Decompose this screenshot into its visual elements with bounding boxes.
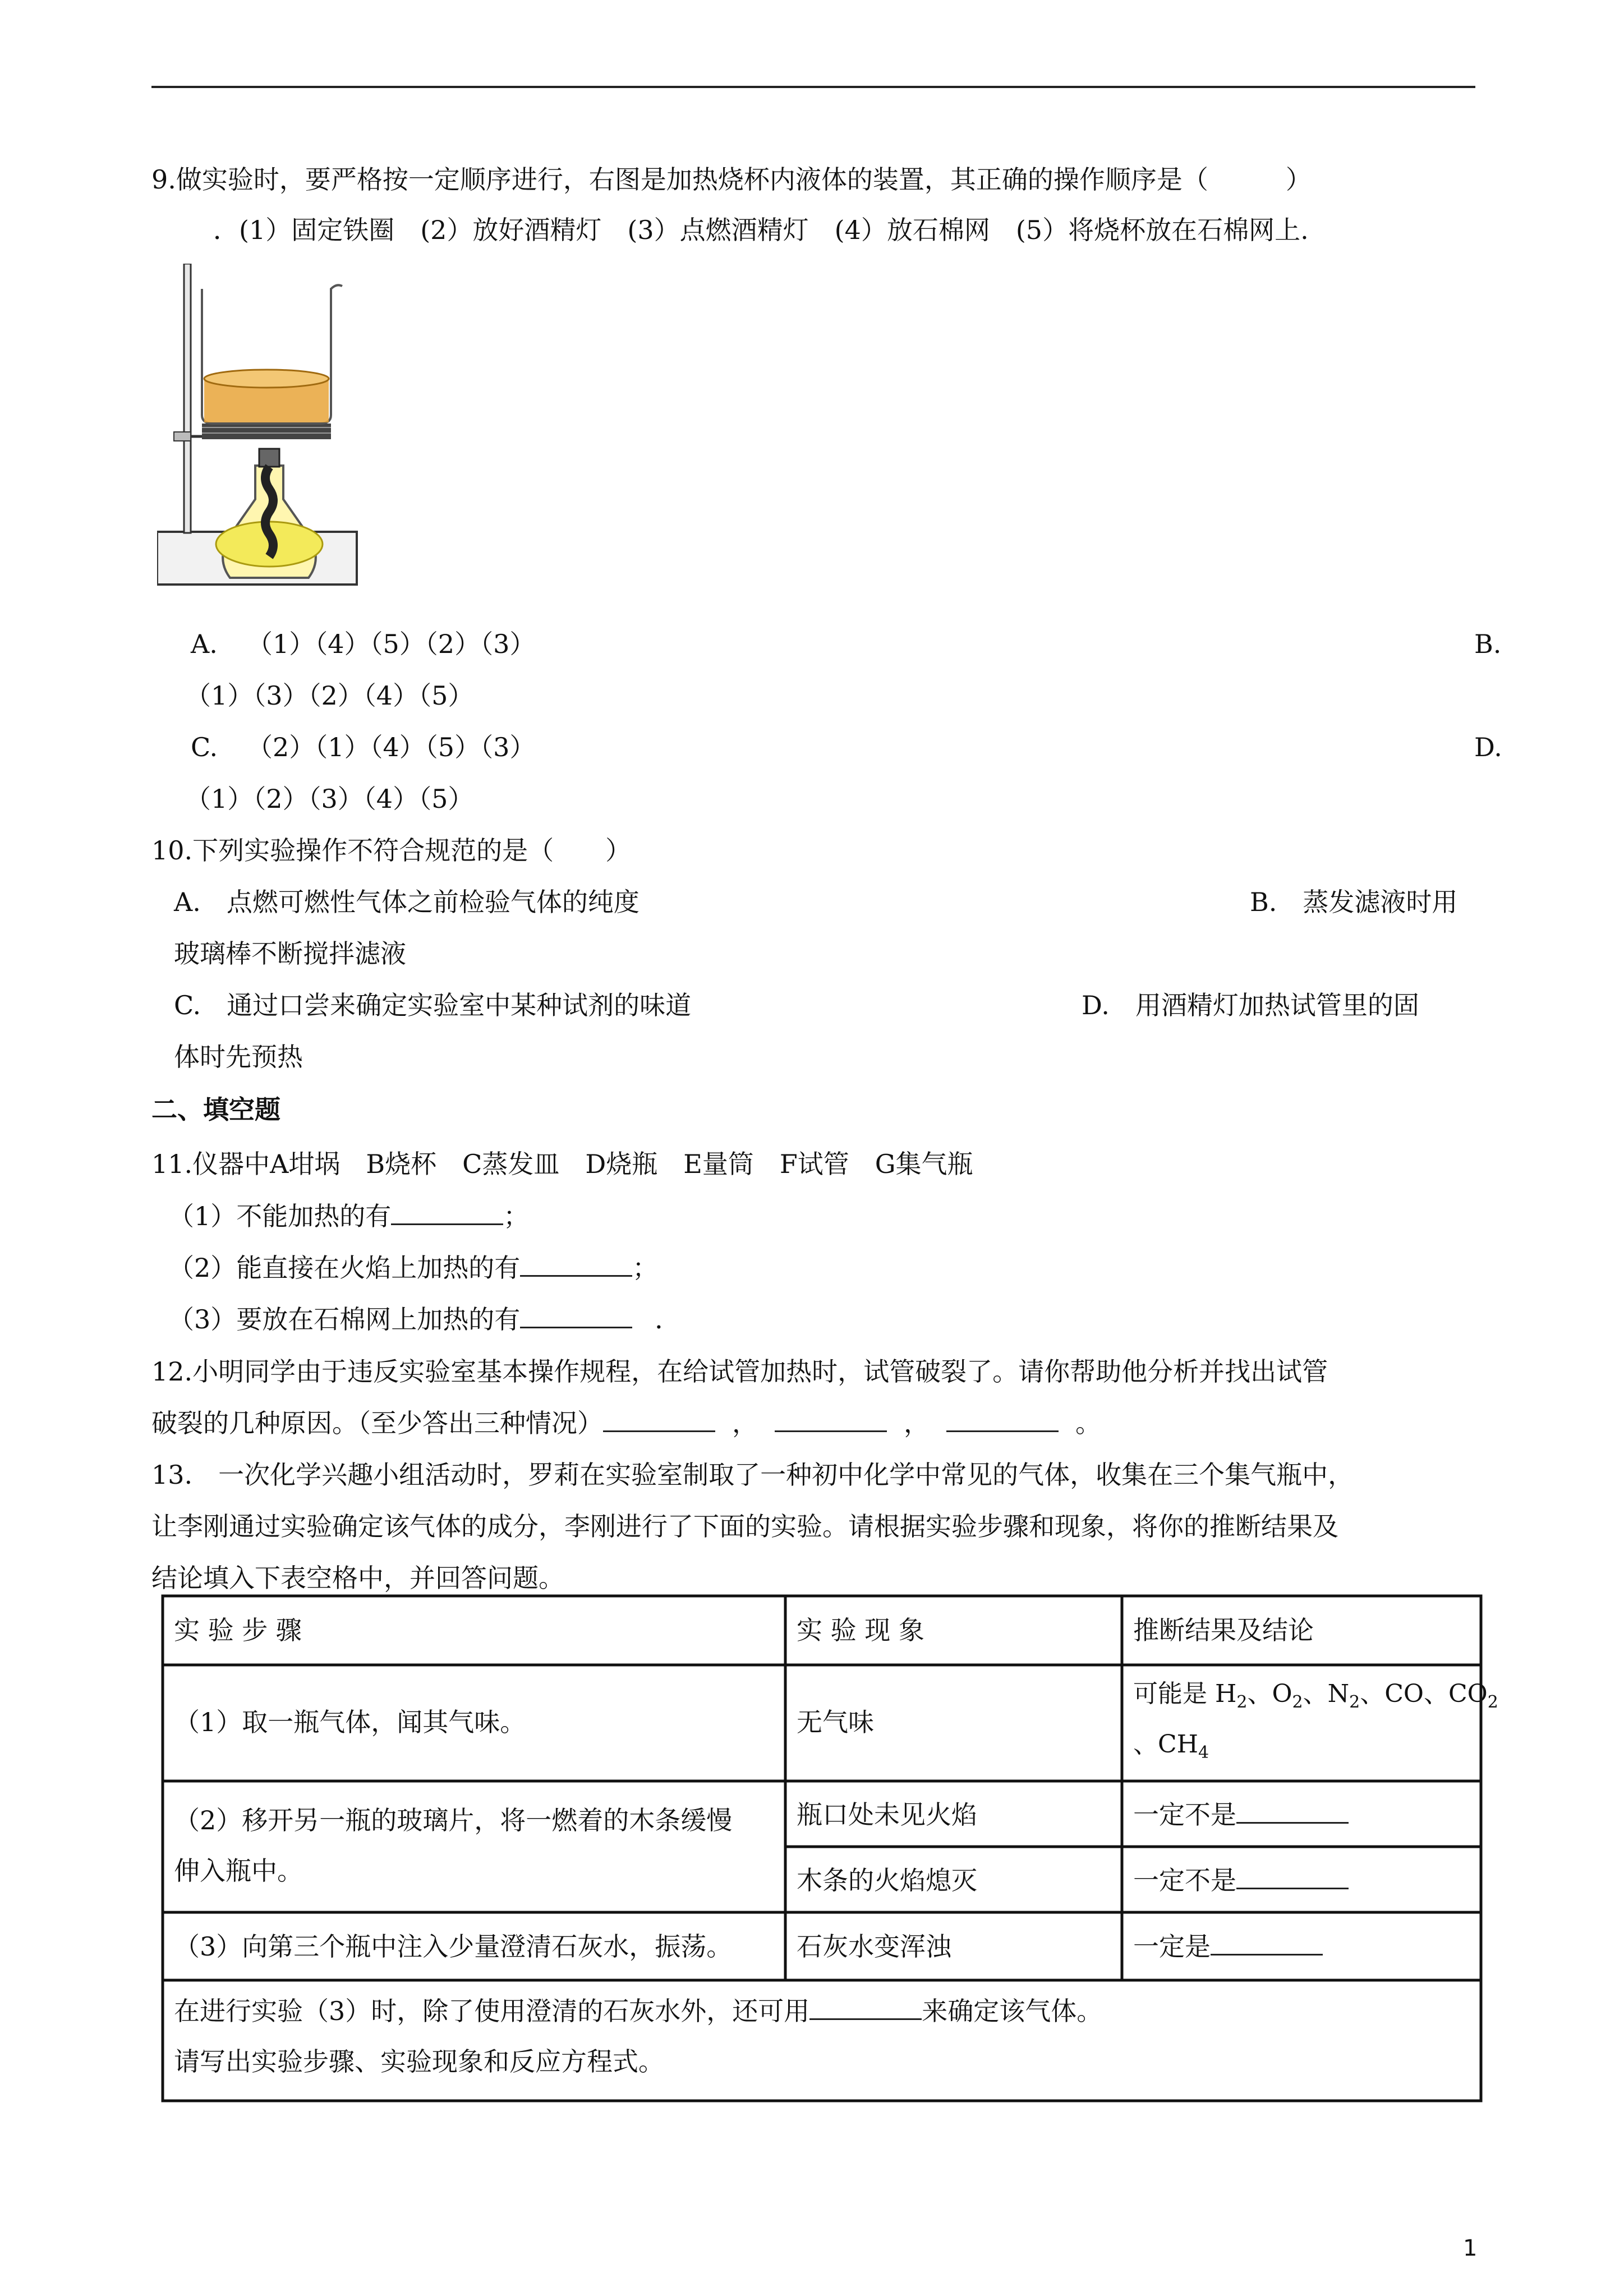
table-header-phenomenon: 实 验 现 象: [797, 1615, 924, 1645]
q9-option-d-label: D.: [1474, 732, 1502, 762]
table-footer-line1: [174, 1994, 1102, 2028]
q11-sub3-end: ．: [655, 1304, 681, 1335]
row1-conc-part: 、CO、CO: [1360, 1680, 1488, 1708]
row3-phenomenon: 石灰水变浑浊: [797, 1931, 951, 1962]
row1-conc-part: 、CH: [1133, 1730, 1199, 1759]
q12-sep2: ，: [904, 1408, 930, 1438]
row3-step: （3）向第三个瓶中注入少量澄清石灰水，振荡。: [174, 1931, 733, 1962]
q13-line2: 让李刚通过实验确定该气体的成分，李刚进行了下面的实验。请根据实验步骤和现象，将你的推断结果及: [151, 1511, 1338, 1542]
q12-end: 。: [1075, 1408, 1101, 1438]
q9-stem-line2: ．(1）固定铁圈 (2）放好酒精灯 (3）点燃酒精灯 (4）放石棉网 (5）将烧杯放在石棉网上.: [213, 215, 1309, 245]
row1-step: （1）取一瓶气体，闻其气味。: [174, 1707, 526, 1737]
row2-step-line2: 伸入瓶中。: [174, 1856, 303, 1886]
q11-stem: 11.仪器中A坩埚 B烧杯 C蒸发皿 D烧瓶 E量筒 F试管 G集气瓶: [151, 1149, 973, 1179]
q9-option-a-text: （1）（4）（5）（2）（3）: [247, 629, 536, 659]
q10-option-d: D. 用酒精灯加热试管里的固: [1082, 990, 1419, 1020]
q10-option-a: A. 点燃可燃性气体之前检验气体的纯度: [174, 887, 640, 917]
table-footer-line2: 请写出实验步骤、实验现象和反应方程式。: [174, 2046, 664, 2077]
q10-option-b-cont: 玻璃棒不断搅拌滤液: [174, 938, 406, 969]
q9-option-d-text: （1）（2）（3）（4）（5）: [185, 784, 474, 814]
q10-option-b: B. 蒸发滤液时用: [1250, 887, 1458, 917]
answer-blank[interactable]: [1211, 1931, 1323, 1955]
q13-line3: 结论填入下表空格中，并回答问题。: [151, 1563, 564, 1593]
row1-conc-part: 、O: [1247, 1680, 1292, 1708]
q11-sub2-end: ；: [632, 1253, 659, 1283]
row1-conc-part: 可能是 H: [1133, 1680, 1237, 1708]
page-number: 1: [1463, 2235, 1478, 2261]
table-header-step: 实 验 步 骤: [174, 1615, 302, 1645]
row2-conclusion-a: [1133, 1798, 1349, 1832]
row1-conc-sub: 4: [1198, 1742, 1209, 1763]
answer-blank[interactable]: [1236, 1800, 1349, 1824]
q9-option-b-text: （1）（3）（2）（4）（5）: [185, 680, 474, 711]
q11-sub3-text: （3）要放在石棉网上加热的有: [168, 1304, 521, 1335]
q10-option-c: C. 通过口尝来确定实验室中某种试剂的味道: [174, 990, 692, 1020]
q9-option-a-label: A.: [191, 629, 218, 659]
footer-text-a: 在进行实验（3）时，除了使用澄清的石灰水外，还可用: [174, 1996, 810, 2026]
q10-option-d-cont: 体时先预热: [174, 1042, 303, 1072]
q12-line1: 12.小明同学由于违反实验室基本操作规程，在给试管加热时，试管破裂了。请你帮助他分析并找出试管: [151, 1356, 1328, 1387]
row3-conclusion: [1133, 1930, 1323, 1963]
answer-blank[interactable]: [1236, 1865, 1349, 1889]
q10-stem: 10.下列实验操作不符合规范的是（ ）: [151, 835, 632, 866]
row2-phenomenon-b: 木条的火焰熄灭: [797, 1865, 977, 1895]
row2-conc-b-text: 一定不是: [1133, 1865, 1236, 1895]
footer-text-b: 来确定该气体。: [922, 1996, 1103, 2026]
q11-sub2-text: （2）能直接在火焰上加热的有: [168, 1253, 521, 1283]
row2-phenomenon-a: 瓶口处未见火焰: [797, 1800, 977, 1830]
row1-conc-sub: 2: [1236, 1692, 1248, 1712]
row1-conc-sub: 2: [1349, 1692, 1360, 1712]
row2-conclusion-b: [1133, 1864, 1349, 1897]
row1-conc-sub: 2: [1292, 1692, 1303, 1712]
q9-option-c-text: （2）（1）（4）（5）（3）: [247, 732, 536, 762]
row3-conc-text: 一定是: [1133, 1931, 1211, 1962]
q13-line1: 13. 一次化学兴趣小组活动时，罗莉在实验室制取了一种初中化学中常见的气体，收集在三个集气瓶中，: [151, 1460, 1354, 1490]
q12-sep1: ，: [732, 1408, 758, 1438]
answer-blank[interactable]: [809, 1996, 922, 2020]
row1-phenomenon: 无气味: [797, 1707, 874, 1737]
row2-step-line1: （2）移开另一瓶的玻璃片，将一燃着的木条缓慢: [174, 1805, 733, 1835]
table-header-conclusion: 推断结果及结论: [1133, 1615, 1314, 1645]
q11-sub1-text: （1）不能加热的有: [168, 1201, 392, 1231]
row1-conc-sub: 2: [1487, 1692, 1498, 1712]
row1-conclusion-line2: [1133, 1728, 1209, 1770]
q9-stem-line1: 9.做实验时，要严格按一定顺序进行，右图是加热烧杯内液体的装置，其正确的操作顺序是（ ）: [151, 164, 1312, 195]
q11-sub1-end: ；: [503, 1201, 530, 1231]
row1-conc-part: 、N: [1303, 1680, 1350, 1708]
row1-conclusion-line1: [1133, 1677, 1498, 1719]
row2-conc-a-text: 一定不是: [1133, 1800, 1236, 1830]
q9-option-b-label: B.: [1474, 629, 1502, 659]
q12-line2-text: 破裂的几种原因。（至少答出三种情况）: [151, 1408, 603, 1438]
q9-option-c-label: C.: [191, 732, 218, 762]
section-title: 二、填空题: [151, 1094, 280, 1125]
